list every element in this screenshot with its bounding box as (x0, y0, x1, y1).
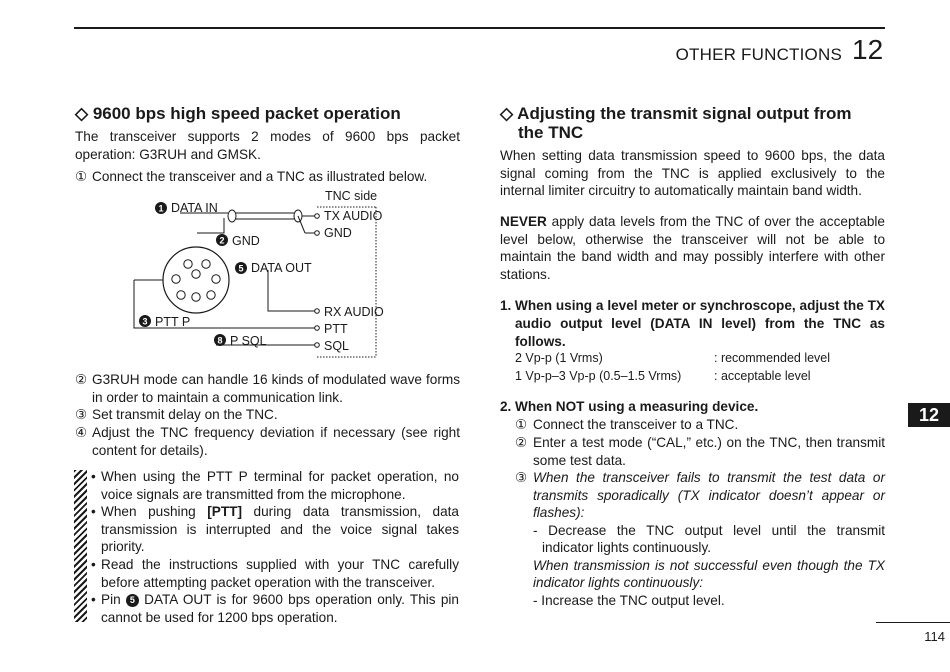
step-text: When transmission is not successful even though the TX indicator lights continuously: (533, 557, 885, 590)
right-heading-line1: Adjusting the transmit signal output from (517, 104, 852, 123)
note-item (91, 556, 459, 591)
terminal (315, 309, 320, 314)
never-word: NEVER (500, 214, 547, 229)
note-text: Pin 5 DATA OUT is for 9600 bps operation only. This pin cannot be used for 1200 bps operation. (101, 592, 459, 625)
terminal (315, 214, 320, 219)
p-sql-label: P SQL (230, 334, 267, 348)
case-1 (500, 297, 885, 351)
header-rule (74, 27, 885, 29)
case2-step-2 (515, 434, 885, 469)
case-heading: When NOT using a measuring device. (515, 399, 759, 414)
bullet: • (91, 592, 96, 607)
page-number: 114 (924, 629, 945, 644)
step-number: ④ (75, 425, 88, 440)
note-hatch-bar (74, 470, 87, 622)
case-number: 1. (500, 298, 512, 313)
right-para2: NEVER apply data levels from the TNC of over the acceptable level below, otherwise the transceiver will not be able to maintain the band width and may possibly interfere with other stations. (500, 214, 885, 282)
step-number: ② (515, 435, 528, 450)
note-text: When using the PTT P terminal for packet operation, no voice signals are transmitted from the microphone. (101, 469, 459, 502)
din-pin (192, 270, 200, 278)
left-heading-text: 9600 bps high speed packet operation (92, 104, 401, 123)
chapter-tab: 12 (908, 403, 950, 427)
wire (268, 270, 317, 311)
case2-step-1 (515, 416, 885, 434)
pin-number: 1 (158, 203, 164, 214)
din-pin (212, 275, 220, 283)
case-2 (500, 398, 885, 416)
right-para1: When setting data transmission speed to 9600 bps, the data signal coming from the TNC is applied exclusively to the internal limiter circuitry to automatically maintain band width. (500, 148, 885, 198)
leader (197, 218, 224, 233)
ptt-label: PTT (324, 322, 348, 336)
step-text: Connect the transceiver and a TNC as illustrated below. (92, 169, 428, 184)
section-title: OTHER FUNCTIONS (675, 45, 842, 64)
sql-label: SQL (324, 339, 350, 353)
gnd-left-label: GND (232, 234, 260, 248)
note-item (91, 503, 459, 556)
step-4 (75, 424, 460, 459)
pin-number: 5 (238, 263, 244, 274)
level-desc: : recommended level (714, 351, 831, 365)
pin-number-badge: 5 (126, 594, 139, 607)
din-pin (177, 291, 185, 299)
step-text: Set transmit delay on the TNC. (92, 407, 278, 422)
ptt-p-label: PTT P (155, 315, 191, 329)
step-text: Enter a test mode (“CAL,” etc.) on the TNC, then transmit some test data. (533, 435, 885, 468)
step-number: ③ (75, 407, 88, 422)
case2-step-3 (515, 469, 885, 609)
data-out-label: DATA OUT (251, 261, 312, 275)
case-heading: When using a level meter or synchroscope, adjust the TX audio output level (DATA IN level) from the TNC as follows. (515, 298, 885, 349)
terminal (315, 326, 320, 331)
step-number: ① (515, 417, 528, 432)
note-text: When pushing [PTT] during data transmission, data transmission is interrupted and the voice signal takes priority. (101, 504, 459, 554)
din-pin (184, 260, 192, 268)
left-intro: The transceiver supports 2 modes of 9600 bps packet operation: G3RUH and GMSK. (75, 129, 460, 162)
footer-rule (876, 622, 950, 623)
tnc-side-label: TNC side (325, 189, 378, 203)
bullet: • (91, 504, 96, 519)
level-value: 2 Vp-p (1 Vrms) (515, 351, 603, 365)
step-1 (75, 168, 460, 186)
note-item (91, 591, 459, 626)
step-number: ③ (515, 470, 528, 485)
din-pin (207, 291, 215, 299)
left-heading (75, 104, 465, 123)
step-text: Connect the transceiver to a TNC. (533, 417, 739, 432)
right-heading (500, 104, 890, 142)
step-text: G3RUH mode can handle 16 kinds of modulated wave forms in order to maintain a communication link. (92, 372, 460, 405)
rx-audio-label: RX AUDIO (324, 305, 384, 319)
bullet: • (91, 469, 96, 484)
terminal (315, 231, 320, 236)
step-number: ② (75, 372, 88, 387)
din-pin (202, 260, 210, 268)
din-pin (192, 293, 200, 301)
step-text: - Increase the TNC output level. (533, 592, 725, 608)
cable-end (228, 210, 236, 222)
section-number: 12 (852, 34, 884, 65)
din-pin (172, 275, 180, 283)
ptt-key: [PTT] (207, 504, 242, 519)
right-heading-line2: the TNC (518, 123, 584, 142)
note-text: Read the instructions supplied with your TNC carefully before attempting packet operation with the transceiver. (101, 557, 459, 590)
step-number: ① (75, 169, 88, 184)
step-text: Adjust the TNC frequency deviation if necessary (see right content for details). (92, 425, 460, 458)
step-text: - Decrease the TNC output level until the transmit indicator lights continuously. (533, 522, 885, 555)
step-3 (75, 406, 460, 424)
step-text: When the transceiver fails to transmit the test data or transmits sporadically (TX indicator doesn’t appear or flashes): (533, 470, 885, 520)
step-2 (75, 371, 460, 406)
gnd-right-label: GND (324, 226, 352, 240)
level-desc: : acceptable level (714, 369, 811, 383)
level-value: 1 Vp-p–3 Vp-p (0.5–1.5 Vrms) (515, 369, 682, 383)
case-number: 2. (500, 399, 512, 414)
terminal (315, 343, 320, 348)
note-item (91, 468, 459, 503)
tx-audio-label: TX AUDIO (324, 209, 383, 223)
pin-number: 8 (217, 335, 223, 346)
data-in-label: DATA IN (171, 201, 218, 215)
bullet: • (91, 557, 96, 572)
connection-diagram (120, 185, 400, 360)
diamond-icon: ◇ (500, 104, 514, 123)
pin-number: 2 (219, 235, 225, 246)
pin-number: 3 (142, 316, 148, 327)
diamond-icon: ◇ (75, 104, 89, 123)
